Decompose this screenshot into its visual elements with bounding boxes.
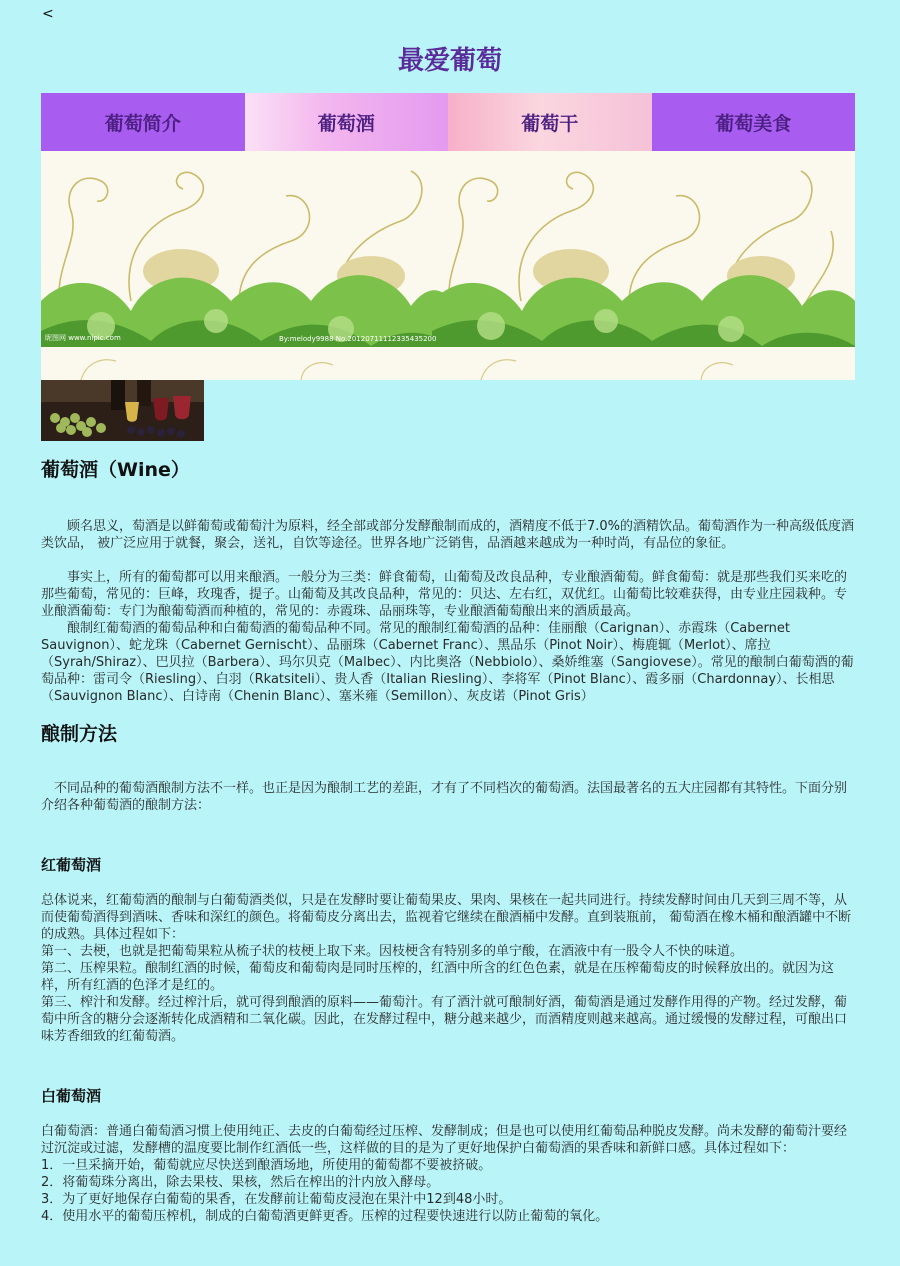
paragraph-definition: 顾名思义，萄酒是以鲜葡萄或葡萄汁为原料，经全部或部分发酵酿制而成的，酒精度不低于7.0%的酒精饮品。葡萄酒作为一种高级低度酒类饮品， 被广泛应用于就餐，聚会，送礼，自饮等途径。世界各地广泛销售，品酒越来越成为一种时尚，有品位的象征。 — [41, 519, 855, 551]
heading-wine: 葡萄酒（Wine） — [41, 459, 190, 481]
nav-tab-food[interactable]: 葡萄美食 — [652, 93, 856, 151]
red-wine-line: 第三、榨汁和发酵。经过榨汁后，就可得到酿酒的原料——葡萄汁。有了酒汁就可酿制好酒，葡萄酒是通过发酵作用得的产物。经过发酵，葡萄中所含的糖分会逐渐转化成酒精和二氧化碳。因此，在发酵过程中，糖分越来越少，而酒精度则越来越高。通过缓慢的发酵过程，可酿出口味芳香细致的红葡萄酒。 — [41, 995, 848, 1044]
red-wine-line: 总体说来，红葡萄酒的酿制与白葡萄酒类似，只是在发酵时要让葡萄果皮、果肉、果核在一起共同进行。持续发酵时间由几天到三周不等，从而使葡萄酒得到酒味、香味和深红的颜色。将葡萄皮分离出去，监视着它继续在酿酒桶中发酵。直到装瓶前， 葡萄酒在橡木桶和酿酒罐中不断的成熟。具体过程如下： — [41, 893, 852, 942]
red-wine-line: 第二、压榨果粒。酿制红酒的时候，葡萄皮和葡萄肉是同时压榨的，红酒中所含的红色色素，就是在压榨葡萄皮的时候释放出的。就因为这样，所有红酒的色泽才是红的。 — [41, 961, 835, 993]
white-wine-line: 1．一旦采摘开始，葡萄就应尽快送到酿酒场地，所使用的葡萄都不要被挤破。 — [41, 1158, 492, 1173]
heading-method: 酿制方法 — [41, 723, 118, 745]
white-wine-line: 白葡萄酒：普通白葡萄酒习惯上使用纯正、去皮的白葡萄经过压榨、发酵制成；但是也可以使用红葡萄品种脱皮发酵。尚未发酵的葡萄汁要经过沉淀或过滤，发酵槽的温度要比制作红酒低一些，这样做的目的是为了更好地保护白葡萄酒的果香味和新鲜口感。具体过程如下： — [41, 1124, 848, 1156]
heading-white-wine: 白葡萄酒 — [41, 1087, 102, 1105]
nav-bar — [41, 93, 855, 151]
white-wine-line: 4．使用水平的葡萄压榨机，制成的白葡萄酒更鲜更香。压榨的过程要快速进行以防止葡萄的氧化。 — [41, 1209, 609, 1224]
paragraph-method-intro: 不同品种的葡萄酒酿制方法不一样。也正是因为酿制工艺的差距，才有了不同档次的葡萄酒。法国最著名的五大庄园都有其特性。下面分别介绍各种葡萄酒的酿制方法： — [41, 781, 848, 813]
heading-red-wine: 红葡萄酒 — [41, 856, 102, 874]
back-link[interactable]: < — [42, 6, 54, 22]
white-wine-line: 3．为了更好地保存白葡萄的果香，在发酵前让葡萄皮浸泡在果汁中12到48小时。 — [41, 1192, 512, 1207]
white-wine-line: 2．将葡萄珠分离出，除去果枝、果核，然后在榨出的汁内放入酵母。 — [41, 1175, 440, 1190]
nav-tab-intro[interactable]: 葡萄简介 — [41, 93, 245, 151]
banner-image — [41, 151, 855, 380]
page-title: 最爱葡萄 — [397, 46, 502, 76]
wine-thumbnail-image — [41, 380, 204, 441]
nav-tab-wine[interactable]: 葡萄酒 — [245, 93, 449, 151]
banner-credit-right: By:melody9988 No.20120711112335435200 — [279, 335, 437, 343]
article-content — [41, 456, 855, 1225]
paragraph-varieties: 酿制红葡萄酒的葡萄品种和白葡萄酒的葡萄品种不同。常见的酿制红葡萄酒的品种：佳丽酿（Carignan）、赤霞珠（Cabernet Sauvignon）、蛇龙珠（Cabernet Gernischt）、品丽珠（Cabernet Franc）、黑品乐（Pinot Noir）、梅鹿辄（Merlot）、席拉（Syrah/Shiraz）、巴贝拉（Barbera）、玛尔贝克（Malbec）、内比奥洛（Nebbiolo）、桑娇维塞（Sangiovese）。常见的酿制白葡萄酒的葡萄品种：雷司令（Riesling）、白羽（Rkatsiteli）、贵人香（Italian Riesling）、李将军（Pinot Blanc）、霞多丽（Chardonnay）、长相思（Sauvignon Blanc）、白诗南（Chenin Blanc）、塞米雍（Semillon）、灰皮诺（Pinot Gris） — [41, 621, 854, 704]
banner-credit-left: 昵图网 www.nipic.com — [45, 334, 121, 342]
red-wine-line: 第一、去梗，也就是把葡萄果粒从梳子状的枝梗上取下来。因枝梗含有特别多的单宁酸，在酒液中有一股令人不快的味道。 — [41, 944, 744, 959]
paragraph-grape-types: 事实上，所有的葡萄都可以用来酿酒。一般分为三类：鲜食葡萄，山葡萄及改良品种，专业酿酒葡萄。鲜食葡萄：就是那些我们买来吃的那些葡萄，常见的：巨峰，玫瑰香，提子。山葡萄及其改良品种，常见的：贝达、左右红，双优红。山葡萄比较难获得，由专业庄园栽种。专业酿酒葡萄：专门为酿葡萄酒而种植的，常见的：赤霞珠、品丽珠等，专业酿酒葡萄酿出来的酒质最高。 — [41, 570, 848, 619]
nav-tab-raisin[interactable]: 葡萄干 — [448, 93, 652, 151]
